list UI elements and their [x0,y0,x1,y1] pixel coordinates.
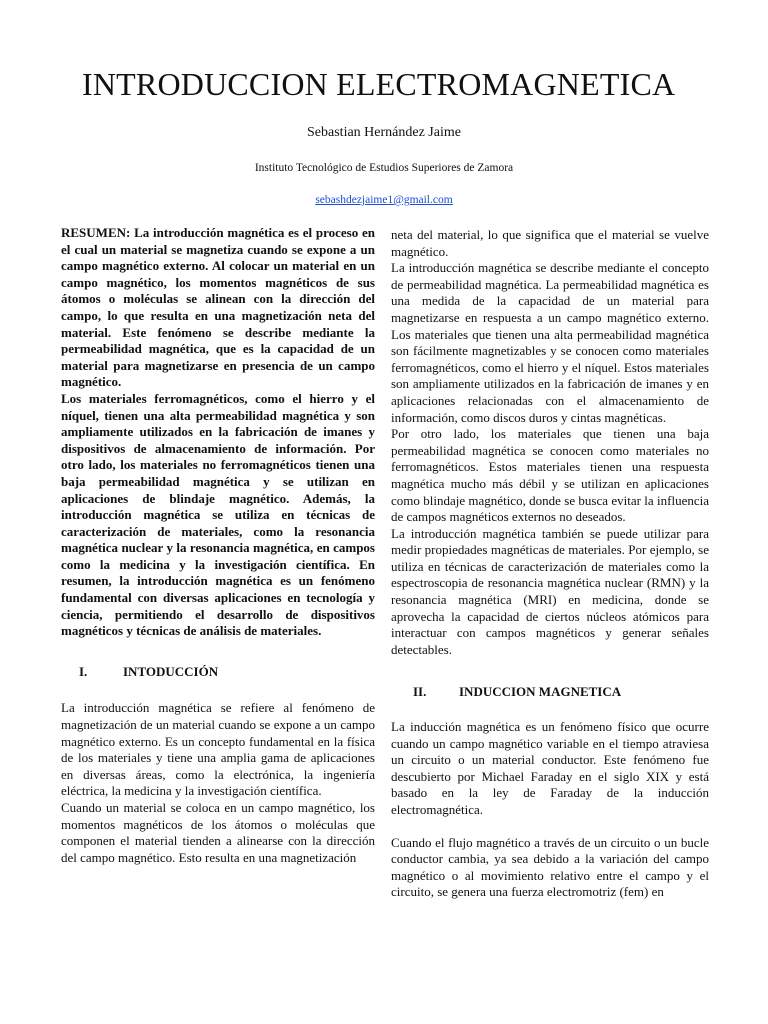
left-column [61,225,375,866]
section-title: INTODUCCIÓN [123,663,219,679]
paper-title: INTRODUCCION ELECTROMAGNETICA [82,66,676,102]
body-paragraph: La introducción magnética se describe mediante el concepto de permeabilidad magnética. La permeabilidad magnética es una medida de la capacidad de un material para magnetizarse en respuesta a un campo magnético externo. Los materiales que tienen una alta permeabilidad magnética son fácilmente magnetizables y se conocen como materiales ferromagnéticos, como el hierro y el níquel. Estos materiales son ampliamente utilizados en la fabricación de imanes y en aplicaciones relacionadas con el almacenamiento de información, como discos duros y cintas magnéticas. [391,260,709,425]
body-paragraph: neta del material, lo que significa que el material se vuelve magnético. [391,227,709,259]
affiliation: Instituto Tecnológico de Estudios Superiores de Zamora [254,162,514,174]
section-heading-induccion [391,684,709,701]
body-paragraph: Cuando el flujo magnético a través de un circuito o un bucle conductor cambia, ya sea debido a la variación del campo magnético o al movimiento relativo entre el campo y el circuito, se genera una fuerza electromotriz (fem) en [391,834,709,900]
right-column [391,227,709,901]
section-number: I. [79,663,88,679]
section-number: II. [413,684,427,700]
abstract-paragraph: Los materiales ferromagnéticos, como el hierro y el níquel, tienen una alta permeabilidad magnética y son ampliamente utilizados en la fabricación de imanes y dispositivos de almacenamiento de información. Por otro lado, los materiales no ferromagnéticos tienen una baja permeabilidad magnética y se utilizan en aplicaciones de blindaje magnético. Además, la introducción magnética se utiliza en técnicas de caracterización de materiales, como la resonancia magnética nuclear y la resonancia magnética, en campos como la medicina y la investigación científica. En resumen, la introducción magnética es un fenómeno fundamental con diversas aplicaciones en tecnología y ciencia, permitiendo el desarrollo de dispositivos magnéticos y técnicas de análisis de materiales. [61,390,375,639]
abstract [61,225,375,640]
author-name: Sebastian Hernández Jaime [307,125,461,140]
body-paragraph: Cuando un material se coloca en un campo magnético, los momentos magnéticos de los átomos o moléculas que componen el material tienden a alinearse con la dirección del campo magnético. Esto resulta en una magnetización [61,800,375,865]
body-paragraph: Por otro lado, los materiales que tienen una baja permeabilidad magnética se conocen como materiales no ferromagnéticos. Estos materiales tienen una respuesta magnética mucho más débil y se utilizan en aplicaciones como blindaje magnético, donde se busca evitar la influencia de campos magnéticos externos no deseados. [391,426,709,525]
body-paragraph: La inducción magnética es un fenómeno físico que ocurre cuando un campo magnético variable en el tiempo atraviesa un circuito o un material conductor. Este fenómeno fue descubierto por Michael Faraday en el siglo XIX y está basado en la ley de Faraday de la inducción electromagnética. [391,719,709,817]
paragraph-gap [391,819,709,835]
body-paragraph: La introducción magnética también se puede utilizar para medir propiedades magnéticas de materiales. Por ejemplo, se utiliza en técnicas de caracterización de materiales como la espectroscopia de resonancia magnética nuclear (RMN) y la resonancia magnética (MRI) en medicina, donde se aprovecha la capacidad de ciertos núcleos atómicos para interactuar con campos magnéticos y generar señales detectables. [391,525,709,657]
email-link[interactable]: sebashdezjaime1@gmail.com [315,194,453,206]
body-paragraph: La introducción magnética se refiere al fenómeno de magnetización de un material cuando se expone a un campo magnético externo. Es un concepto fundamental en la física de los materiales y tiene una amplia gama de aplicaciones en diversas áreas, como la electrónica, la ingeniería eléctrica, la medicina y la investigación científica. [61,700,375,799]
section-title: INDUCCION MAGNETICA [459,684,622,700]
section-heading-introduccion [61,664,375,681]
abstract-paragraph: RESUMEN: La introducción magnética es el proceso en el cual un material se magnetiza cuando se expone a un campo magnético externo. Al colocar un material en un campo magnético, los momentos magnéticos de sus átomos o moléculas se alinean con la dirección del campo, lo que resulta en una magnetización neta del material. Este fenómeno se describe mediante la permeabilidad magnética, que es la capacidad de un material para magnetizarse en presencia de un campo magnético. [61,225,375,390]
